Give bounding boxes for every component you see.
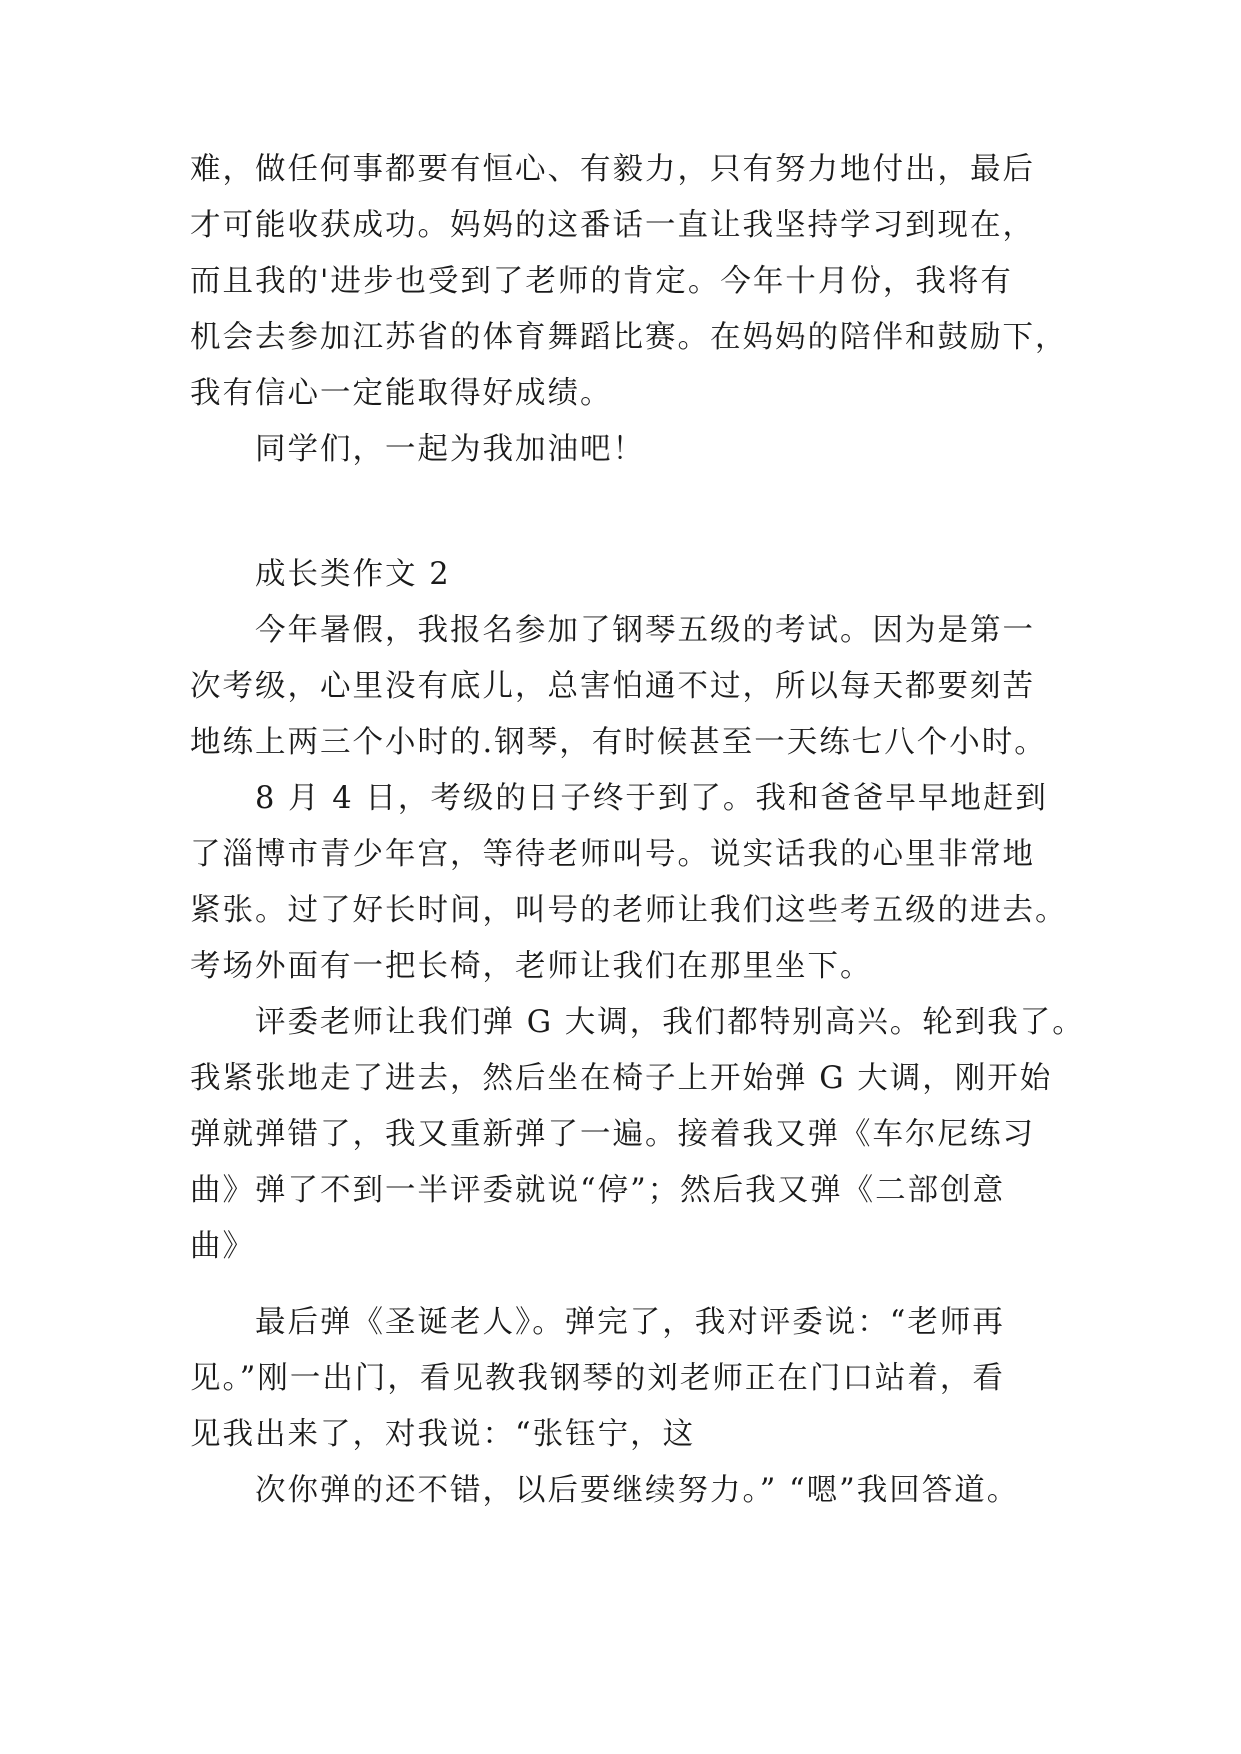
- paragraph-line: 我紧张地走了进去，然后坐在椅子上开始弹 G 大调，刚开始: [190, 1061, 1053, 1096]
- paragraph-line: 8 月 4 日，考级的日子终于到了。我和爸爸早早地赶到: [255, 781, 1048, 816]
- paragraph-line: 今年暑假，我报名参加了钢琴五级的考试。因为是第一: [255, 613, 1035, 648]
- paragraph-line: 曲》弹了不到一半评委就说“停”；然后我又弹《二部创意: [190, 1173, 1006, 1208]
- paragraph-line: 曲》: [190, 1229, 255, 1264]
- paragraph-line: 同学们，一起为我加油吧！: [255, 432, 645, 467]
- paragraph-line: 见我出来了，对我说：“张钰宁，这: [190, 1417, 696, 1452]
- paragraph-line: 紧张。过了好长时间，叫号的老师让我们这些考五级的进去。: [190, 893, 1068, 928]
- paragraph-line: 地练上两三个小时的.钢琴，有时候甚至一天练七八个小时。: [190, 725, 1047, 760]
- paragraph-line: 弹就弹错了，我又重新弹了一遍。接着我又弹《车尔尼练习: [190, 1117, 1035, 1152]
- paragraph-line: 了淄博市青少年宫，等待老师叫号。说实话我的心里非常地: [190, 837, 1035, 872]
- paragraph-line: 评委老师让我们弹 G 大调，我们都特别高兴。轮到我了。: [255, 1005, 1085, 1040]
- section-title: 成长类作文 2: [255, 557, 451, 592]
- paragraph-line: 才可能收获成功。妈妈的这番话一直让我坚持学习到现在，: [190, 208, 1035, 243]
- paragraph-line: 考场外面有一把长椅，老师让我们在那里坐下。: [190, 949, 873, 984]
- paragraph-line: 而且我的'进步也受到了老师的肯定。今年十月份，我将有: [190, 264, 1013, 299]
- paragraph-line: 见。”刚一出门，看见教我钢琴的刘老师正在门口站着，看: [190, 1361, 1005, 1396]
- paragraph-line: 最后弹《圣诞老人》。弹完了，我对评委说：“老师再: [255, 1305, 1005, 1340]
- paragraph-line: 次你弹的还不错，以后要继续努力。” “嗯”我回答道。: [255, 1473, 1020, 1508]
- paragraph-line: 机会去参加江苏省的体育舞蹈比赛。在妈妈的陪伴和鼓励下，: [190, 320, 1068, 355]
- paragraph-line: 次考级，心里没有底儿，总害怕通不过，所以每天都要刻苦: [190, 669, 1035, 704]
- paragraph-line: 难，做任何事都要有恒心、有毅力，只有努力地付出，最后: [190, 152, 1035, 187]
- paragraph-line: 我有信心一定能取得好成绩。: [190, 376, 613, 411]
